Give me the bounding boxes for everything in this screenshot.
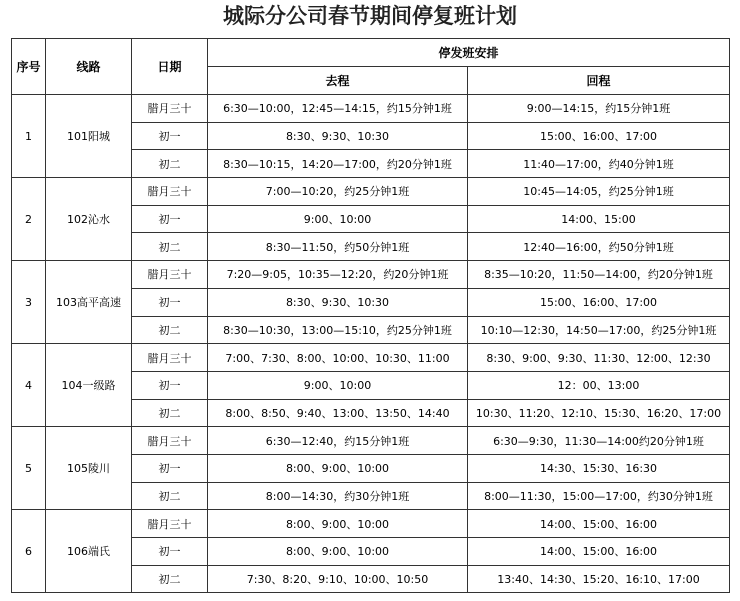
table-row xyxy=(12,95,730,123)
date-cell: 初二 xyxy=(132,150,208,178)
outbound-cell: 7:30、8:20、9:10、10:00、10:50 xyxy=(208,565,468,593)
return-cell: 10:10—12:30，14:50—17:00，约25分钟1班 xyxy=(468,316,730,344)
header-arrangement: 停发班安排 xyxy=(208,39,730,67)
header-outbound: 去程 xyxy=(208,67,468,95)
outbound-cell: 6:30—12:40，约15分钟1班 xyxy=(208,427,468,455)
date-cell: 腊月三十 xyxy=(132,427,208,455)
return-cell: 10:45—14:05，约25分钟1班 xyxy=(468,178,730,206)
header-route: 线路 xyxy=(46,39,132,95)
outbound-cell: 8:00、9:00、10:00 xyxy=(208,510,468,538)
route-name: 102沁水 xyxy=(46,178,132,261)
return-cell: 15:00、16:00、17:00 xyxy=(468,288,730,316)
table-row xyxy=(12,344,730,372)
outbound-cell: 8:00、9:00、10:00 xyxy=(208,454,468,482)
date-cell: 腊月三十 xyxy=(132,95,208,123)
date-cell: 腊月三十 xyxy=(132,261,208,289)
return-cell: 14:00、15:00 xyxy=(468,205,730,233)
route-name: 106端氏 xyxy=(46,510,132,593)
header-seq: 序号 xyxy=(12,39,46,95)
return-cell: 8:35—10:20，11:50—14:00，约20分钟1班 xyxy=(468,261,730,289)
route-name: 101阳城 xyxy=(46,95,132,178)
outbound-cell: 8:00、9:00、10:00 xyxy=(208,538,468,566)
outbound-cell: 8:00—14:30，约30分钟1班 xyxy=(208,482,468,510)
date-cell: 初一 xyxy=(132,122,208,150)
route-name: 104一级路 xyxy=(46,344,132,427)
return-cell: 14:00、15:00、16:00 xyxy=(468,510,730,538)
outbound-cell: 8:30、9:30、10:30 xyxy=(208,122,468,150)
outbound-cell: 7:00、7:30、8:00、10:00、10:30、11:00 xyxy=(208,344,468,372)
outbound-cell: 8:30—10:30，13:00—15:10，约25分钟1班 xyxy=(208,316,468,344)
outbound-cell: 8:30、9:30、10:30 xyxy=(208,288,468,316)
date-cell: 初一 xyxy=(132,538,208,566)
route-seq: 1 xyxy=(12,95,46,178)
route-seq: 2 xyxy=(12,178,46,261)
date-cell: 腊月三十 xyxy=(132,178,208,206)
outbound-cell: 9:00、10:00 xyxy=(208,205,468,233)
date-cell: 初一 xyxy=(132,288,208,316)
date-cell: 初一 xyxy=(132,454,208,482)
date-cell: 腊月三十 xyxy=(132,510,208,538)
date-cell: 初一 xyxy=(132,205,208,233)
return-cell: 14:00、15:00、16:00 xyxy=(468,538,730,566)
route-seq: 4 xyxy=(12,344,46,427)
date-cell: 初二 xyxy=(132,482,208,510)
table-row xyxy=(12,510,730,538)
table-row xyxy=(12,427,730,455)
route-seq: 5 xyxy=(12,427,46,510)
date-cell: 腊月三十 xyxy=(132,344,208,372)
route-name: 103高平高速 xyxy=(46,261,132,344)
return-cell: 15:00、16:00、17:00 xyxy=(468,122,730,150)
return-cell: 6:30—9:30，11:30—14:00约20分钟1班 xyxy=(468,427,730,455)
schedule-table xyxy=(11,38,730,593)
table-row xyxy=(12,261,730,289)
date-cell: 初二 xyxy=(132,316,208,344)
table-row xyxy=(12,178,730,206)
outbound-cell: 8:30—10:15，14:20—17:00，约20分钟1班 xyxy=(208,150,468,178)
return-cell: 10:30、11:20、12:10、15:30、16:20、17:00 xyxy=(468,399,730,427)
date-cell: 初二 xyxy=(132,565,208,593)
return-cell: 14:30、15:30、16:30 xyxy=(468,454,730,482)
return-cell: 8:30、9:00、9:30、11:30、12:00、12:30 xyxy=(468,344,730,372)
return-cell: 13:40、14:30、15:20、16:10、17:00 xyxy=(468,565,730,593)
route-seq: 3 xyxy=(12,261,46,344)
outbound-cell: 9:00、10:00 xyxy=(208,371,468,399)
date-cell: 初二 xyxy=(132,399,208,427)
route-name: 105陵川 xyxy=(46,427,132,510)
return-cell: 12:40—16:00，约50分钟1班 xyxy=(468,233,730,261)
return-cell: 9:00—14:15，约15分钟1班 xyxy=(468,95,730,123)
header-date: 日期 xyxy=(132,39,208,95)
outbound-cell: 8:30—11:50，约50分钟1班 xyxy=(208,233,468,261)
date-cell: 初二 xyxy=(132,233,208,261)
return-cell: 12：00、13:00 xyxy=(468,371,730,399)
page-title: 城际分公司春节期间停复班计划 xyxy=(223,3,517,28)
route-seq: 6 xyxy=(12,510,46,593)
return-cell: 11:40—17:00，约40分钟1班 xyxy=(468,150,730,178)
outbound-cell: 8:00、8:50、9:40、13:00、13:50、14:40 xyxy=(208,399,468,427)
outbound-cell: 7:00—10:20，约25分钟1班 xyxy=(208,178,468,206)
header-return: 回程 xyxy=(468,67,730,95)
return-cell: 8:00—11:30，15:00—17:00，约30分钟1班 xyxy=(468,482,730,510)
outbound-cell: 6:30—10:00，12:45—14:15，约15分钟1班 xyxy=(208,95,468,123)
date-cell: 初一 xyxy=(132,371,208,399)
outbound-cell: 7:20—9:05，10:35—12:20，约20分钟1班 xyxy=(208,261,468,289)
